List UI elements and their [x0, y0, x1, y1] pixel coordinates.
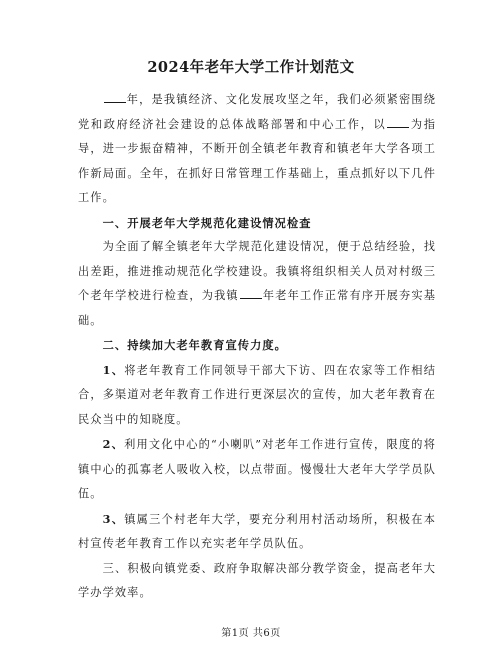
section2-item-3	[78, 507, 436, 557]
item-text: 将老年教育工作同领导干部大下访、四在农家等工作相结合，多渠道对老年教育工作进行更深层次的宣传，加大老年教育在民众当中的知晓度。	[78, 363, 436, 426]
section1-heading: 一、开展老年大学规范化建设情况检查	[102, 215, 312, 230]
section1-text-1: 为全面了解全镇老年大学规范化建设情况，便于总结经验，找出差距，推进推动规范化学校建设。我镇将组织相关人员对村级三个老年学校进行检查，为我镇	[78, 240, 436, 302]
item-number: 3、	[102, 511, 125, 526]
section1-paragraph	[78, 235, 436, 333]
intro-text-1: 年，是我镇经济、文化发展攻坚之年，我们必须紧密围绕党和政府经济社会建设的总体战略部署和中心工作，以	[78, 93, 436, 131]
section2-heading: 二、持续加大老年教育宣传力度。	[102, 338, 287, 352]
fill-blank	[387, 116, 409, 128]
fill-blank	[104, 91, 126, 103]
item-number: 1、	[102, 362, 125, 377]
section1-text-2: 年老年工作正常有序开展夯实基础。	[78, 289, 436, 327]
section3-paragraph: 三、积极向镇党委、政府争取解决部分教学资金，提高老年大学办学效率。	[78, 561, 436, 599]
section2-item-2	[78, 432, 436, 507]
item-text: 镇属三个村老年大学，要充分利用村活动场所，积极在本村宣传老年教育工作以充实老年学员队伍。	[78, 512, 436, 550]
fill-blank	[240, 287, 262, 299]
page-footer: 第1页 共6页	[221, 628, 281, 639]
intro-paragraph	[78, 88, 436, 211]
section2-item-1	[78, 358, 436, 433]
item-number: 2、	[102, 437, 125, 451]
intro-text-2: 为指导，进一步振奋精神，不断开创全镇老年教育和镇老年大学各项工作新局面。全年，在抓好日常管理工作基础上，重点抓好以下几件工作。	[78, 117, 437, 204]
document-title: 2024年老年大学工作计划范文	[147, 59, 355, 76]
document-body	[78, 88, 436, 606]
item-text: 利用文化中心的“小喇叭”对老年工作进行宣传，限度的将镇中心的孤寡老人吸收入校，以点带面。慢慢壮大老年大学学员队伍。	[78, 438, 437, 500]
